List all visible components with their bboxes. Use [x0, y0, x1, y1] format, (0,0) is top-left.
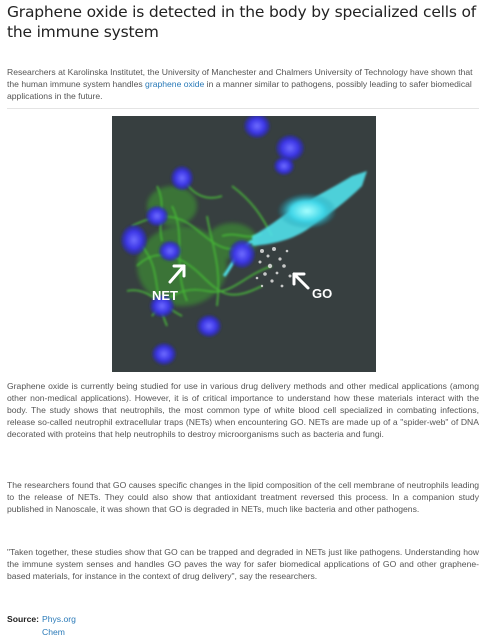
source-link-chem[interactable]: Chem [42, 627, 65, 637]
divider [7, 108, 479, 109]
article-paragraph-1: Graphene oxide is currently being studied for use in various drug delivery methods and other medical applications (among other non-medical applications). However, it is of critical importance to understand how these materials interact with the body. The study shows that neutrophils, the most common type of white blood cell specialized in combating infections, release so-called neutrophil extracellular traps (NETs) when encountering GO. NETs are made up of a "spider-web" of DNA decorated with proteins that help neutrophils to destroy microorganisms such as bacteria and fungi. [7, 381, 479, 439]
source-section [7, 613, 479, 637]
net-label: NET [152, 288, 178, 303]
article-paragraph-2: The researchers found that GO causes specific changes in the lipid composition of the cell membrane of neutrophils leading to the release of NETs. They could also show that antioxidant treatment reversed this process. In a companion study published in Nanoscale, it was shown that GO is degraded in NETs, much like bacteria and other pathogens. [7, 480, 479, 514]
source-links [42, 613, 76, 639]
article-intro [7, 66, 479, 102]
microscopy-image [112, 116, 376, 372]
source-link-phys-org[interactable]: Phys.org [42, 614, 76, 624]
intro-text-before: Researchers at Karolinska Institutet, the University of Manchester and Chalmers University of Technology have shown that the human immune system handles [7, 67, 473, 89]
graphene-oxide-link[interactable]: graphene oxide [145, 79, 205, 89]
source-label: Source: [7, 614, 39, 624]
article-paragraph-3: "Taken together, these studies show that GO can be trapped and degraded in NETs just like pathogens. Understanding how the immune system senses and handles GO paves the way for safer biomedical applications of GO and other graphene-based materials, for instance in the context of drug delivery", say the researchers. [7, 547, 479, 581]
article-title: Graphene oxide is detected in the body by specialized cells of the immune system [7, 3, 477, 41]
intro-text-after: in a manner similar to pathogens, possibly leading to safer biomedical applications in the future. [7, 79, 472, 101]
go-label: GO [312, 286, 333, 301]
